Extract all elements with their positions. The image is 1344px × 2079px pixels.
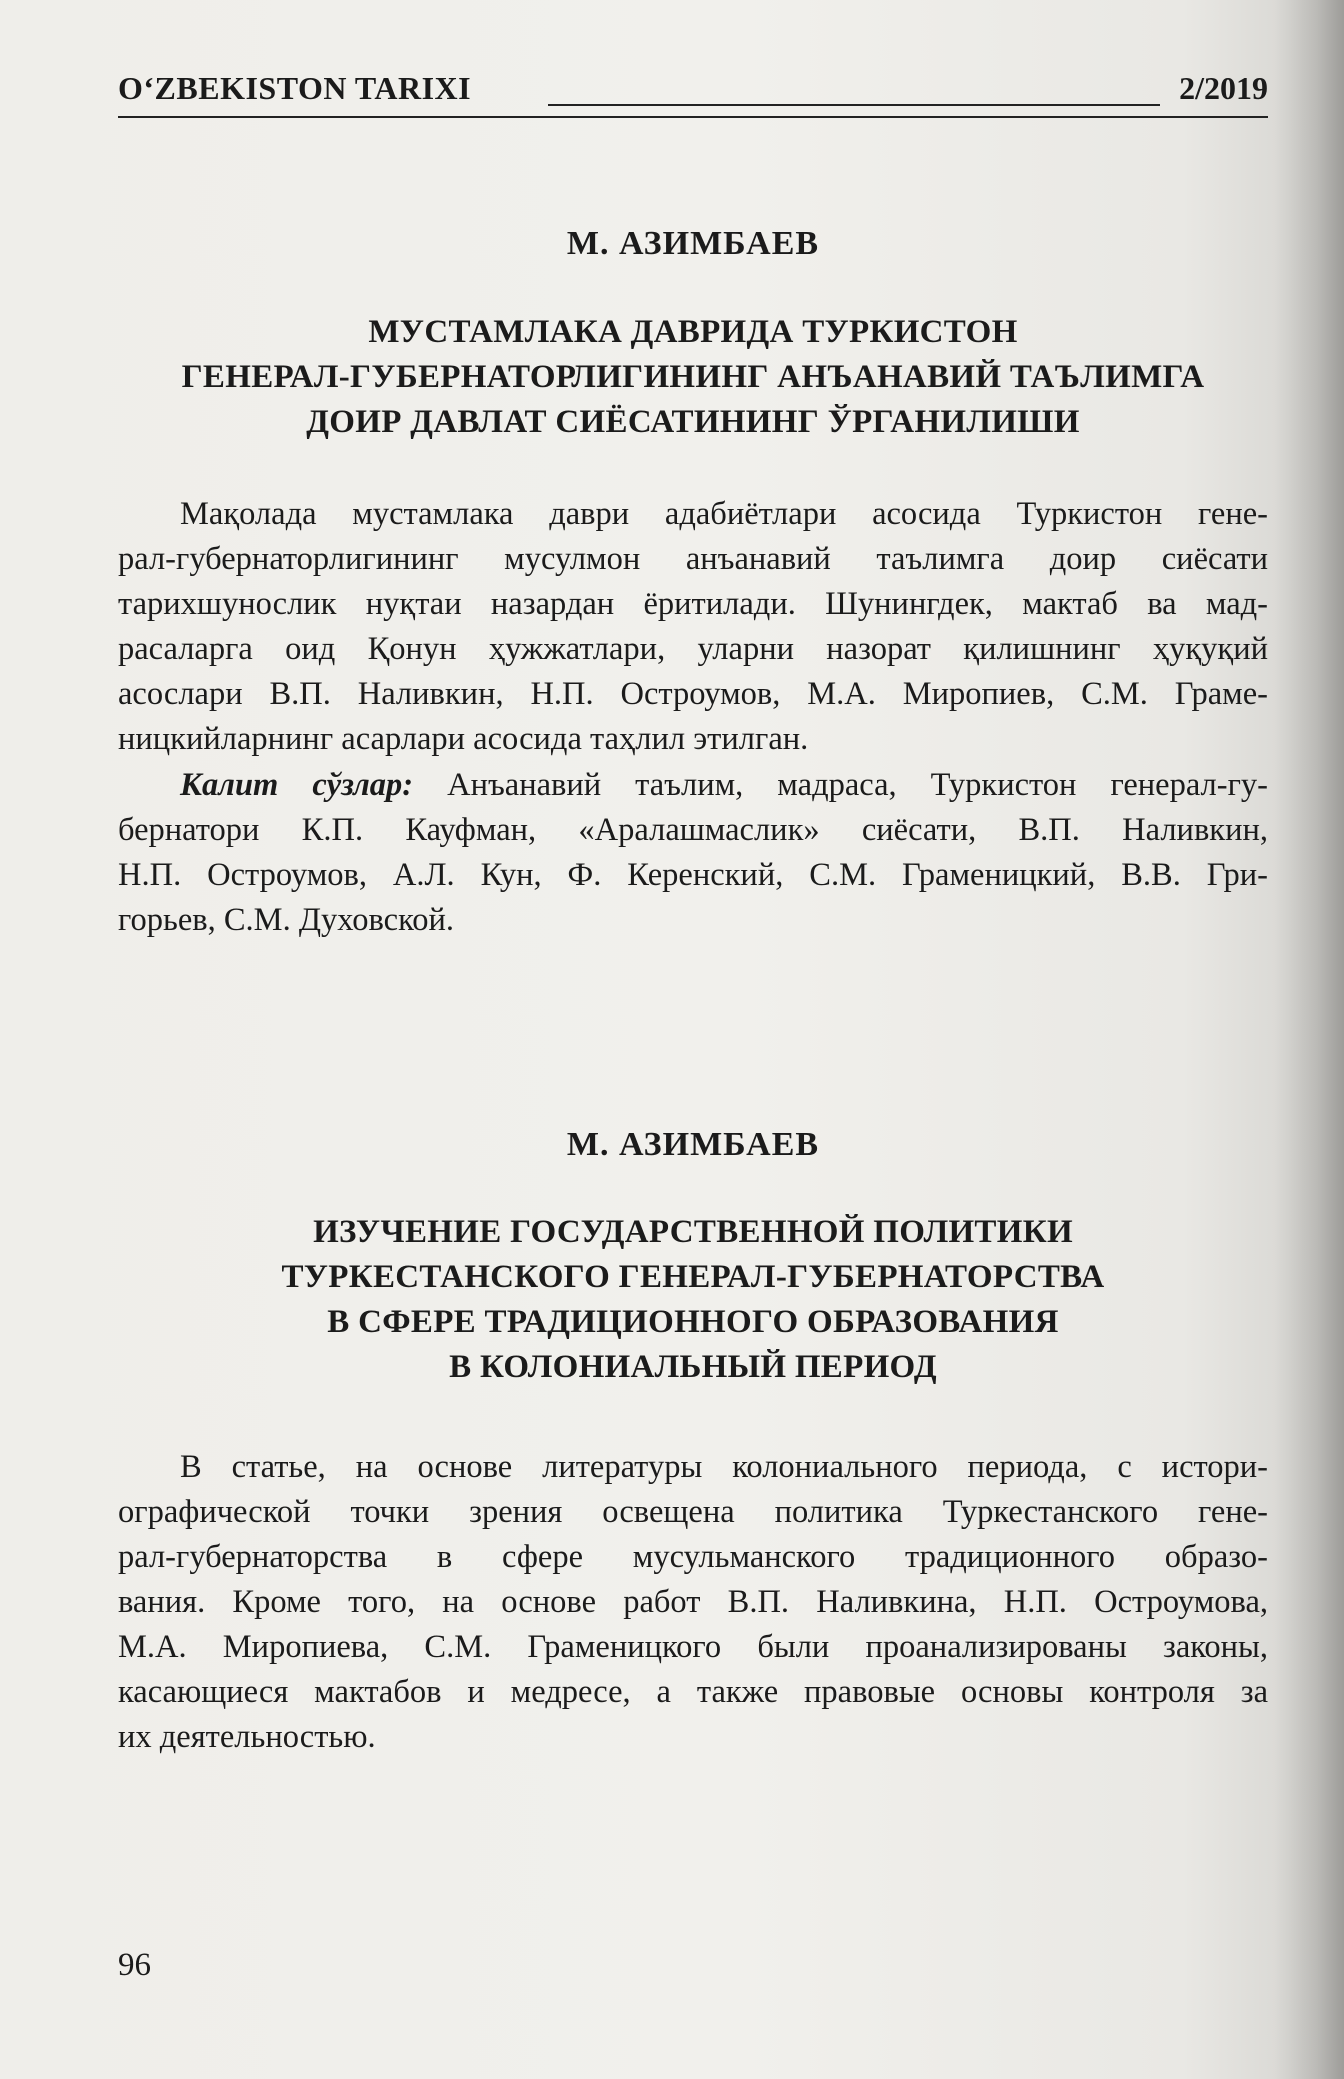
abstract-line: расаларга оид Қонун ҳужжатлари, уларни назорат қилишнинг ҳуқуқий	[118, 631, 1268, 667]
keywords-line	[118, 763, 1268, 808]
page-number: 96	[118, 1947, 151, 1983]
keywords-uz	[118, 763, 1268, 943]
article-title-ru	[118, 1210, 1268, 1390]
header-rule	[548, 104, 1160, 106]
keywords-label: Калит сўзлар:	[180, 767, 414, 803]
abstract-line: их деятельностью.	[118, 1719, 376, 1755]
header-underline	[118, 116, 1268, 118]
spine-shadow	[1274, 0, 1344, 2079]
title-line: ГЕНЕРАЛ-ГУБЕРНАТОРЛИГИНИНГ АНЪАНАВИЙ ТАЪЛИМГА	[181, 359, 1205, 395]
abstract-line: М.А. Миропиева, С.М. Граменицкого были проанализированы законы,	[118, 1629, 1268, 1665]
running-header	[118, 68, 1268, 118]
keywords-text: Анъанавий таълим, мадраса, Туркистон генерал-гу-	[413, 767, 1269, 803]
title-line: ТУРКЕСТАНСКОГО ГЕНЕРАЛ-ГУБЕРНАТОРСТВА	[281, 1259, 1105, 1295]
abstract-line: Мақолада мустамлака даври адабиётлари асосида Туркистон гене-	[180, 496, 1268, 532]
title-line: В КОЛОНИАЛЬНЫЙ ПЕРИОД	[449, 1349, 937, 1385]
abstract-line: тарихшунослик нуқтаи назардан ёритилади. Шунингдек, мактаб ва мад-	[118, 586, 1268, 622]
abstract-uz	[118, 492, 1268, 762]
abstract-line: рал-губернаторлигининг мусулмон анъанавий таълимга доир сиёсати	[118, 541, 1268, 577]
journal-title: O‘ZBEKISTON TARIXI	[118, 70, 472, 106]
author-name-uz: М. АЗИМБАЕВ	[566, 225, 820, 262]
abstract-line: асослари В.П. Наливкин, Н.П. Остроумов, М.А. Миропиев, С.М. Граме-	[118, 676, 1268, 712]
keywords-line: горьев, С.М. Духовской.	[118, 902, 454, 938]
abstract-line: ницкийларнинг асарлари асосида таҳлил этилган.	[118, 721, 809, 757]
title-line: ИЗУЧЕНИЕ ГОСУДАРСТВЕННОЙ ПОЛИТИКИ	[313, 1214, 1073, 1250]
abstract-ru	[118, 1445, 1268, 1760]
article-title-uz	[118, 310, 1268, 445]
title-line: МУСТАМЛАКА ДАВРИДА ТУРКИСТОН	[368, 314, 1018, 350]
abstract-line: В статье, на основе литературы колониального периода, с истори-	[180, 1449, 1268, 1485]
abstract-line: касающиеся мактабов и медресе, а также правовые основы контроля за	[118, 1674, 1268, 1710]
title-line: ДОИР ДАВЛАТ СИЁСАТИНИНГ ЎРГАНИЛИШИ	[306, 404, 1080, 440]
author-name-ru: М. АЗИМБАЕВ	[566, 1126, 820, 1163]
abstract-line: вания. Кроме того, на основе работ В.П. Наливкина, Н.П. Остроумова,	[118, 1584, 1268, 1620]
title-line: В СФЕРЕ ТРАДИЦИОННОГО ОБРАЗОВАНИЯ	[327, 1304, 1059, 1340]
abstract-line: ографической точки зрения освещена политика Туркестанского гене-	[118, 1494, 1268, 1530]
keywords-line: Н.П. Остроумов, А.Л. Кун, Ф. Керенский, С.М. Граменицкий, В.В. Гри-	[118, 857, 1268, 893]
keywords-line: бернатори К.П. Кауфман, «Аралашмаслик» сиёсати, В.П. Наливкин,	[118, 812, 1268, 848]
issue-number: 2/2019	[1179, 70, 1268, 106]
abstract-line: рал-губернаторства в сфере мусульманского традиционного образо-	[118, 1539, 1268, 1575]
